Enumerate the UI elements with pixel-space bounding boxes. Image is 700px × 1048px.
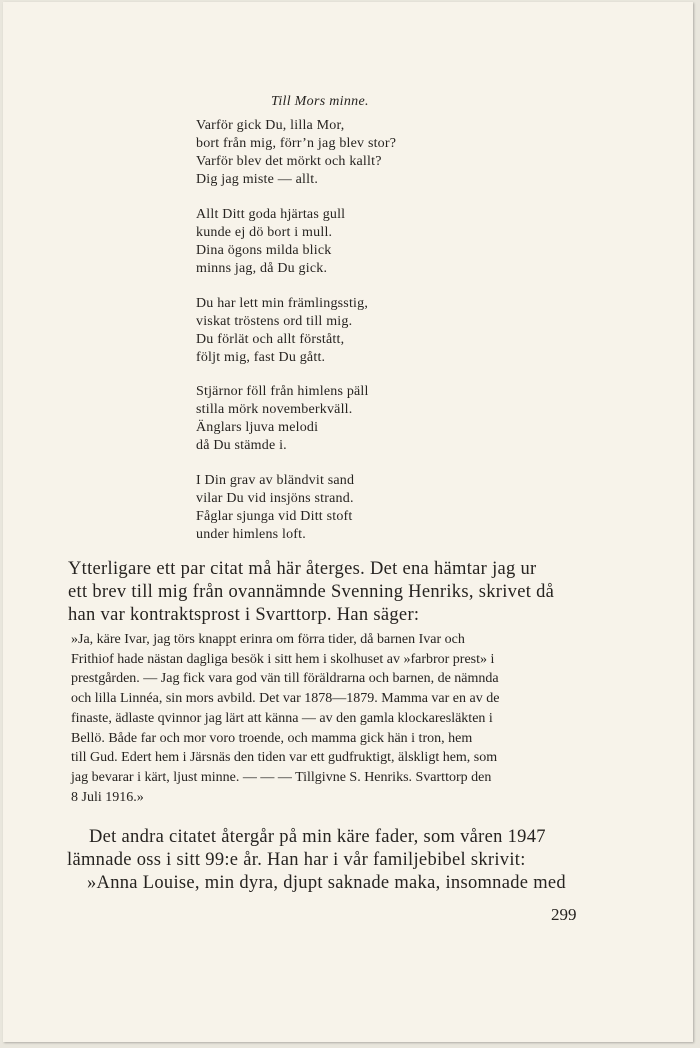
poem-line: bort från mig, förr’n jag blev stor? [196, 136, 397, 151]
poem-line: Dina ögons milda blick [196, 243, 332, 258]
body-paragraph-1 [68, 558, 554, 627]
poem-line: under himlens loft. [196, 527, 306, 542]
quote-line: till Gud. Edert hem i Järsnäs den tiden var ett gudfruktigt, älskligt hem, som [71, 750, 498, 766]
poem-stanza-2 [196, 206, 345, 278]
poem-line: Du har lett min främlingsstig, [196, 296, 369, 311]
poem-stanza-1 [196, 117, 396, 189]
text-line: Ytterligare ett par citat må här återges. Det ena hämtar jag ur [68, 559, 537, 579]
page-number: 299 [551, 905, 577, 924]
quote-line: Bellö. Både far och mor voro troende, och mamma gick hän i tron, hem [71, 730, 473, 746]
poem-line: följt mig, fast Du gått. [196, 350, 326, 365]
text-line: ett brev till mig från ovannämnde Svenning Henriks, skrivet då [68, 582, 555, 602]
quote-line: Frithiof hade nästan dagliga besök i sitt hem i skolhuset av »farbror prest» i [71, 651, 495, 667]
poem-line: stilla mörk novemberkväll. [196, 402, 353, 417]
poem-line: Fåglar sjunga vid Ditt stoft [196, 509, 353, 524]
poem-stanza-4 [196, 383, 369, 455]
poem-stanza-3 [196, 295, 368, 367]
text-line: lämnade oss i sitt 99:e år. Han har i vår familjebibel skrivit: [67, 850, 526, 870]
poem-line: I Din grav av bländvit sand [196, 473, 355, 488]
poem-line: Änglars ljuva melodi [196, 420, 319, 435]
poem-title: Till Mors minne. [271, 94, 369, 109]
poem-line: Varför blev det mörkt och kallt? [196, 154, 382, 169]
quote-line: 8 Juli 1916.» [71, 789, 144, 805]
letter-quote [71, 630, 591, 807]
poem-line: vilar Du vid insjöns strand. [196, 491, 354, 506]
poem-line: Dig jag miste — allt. [196, 172, 319, 187]
quote-line: »Ja, käre Ivar, jag törs knappt erinra om förra tider, då barnen Ivar och [71, 632, 465, 647]
text-line: »Anna Louise, min dyra, djupt saknade maka, insomnade med [87, 873, 566, 893]
book-page [3, 2, 693, 1042]
poem-line: då Du stämde i. [196, 438, 287, 453]
body-paragraph-2 [67, 826, 566, 895]
quote-line: prestgården. — Jag fick vara god vän till föräldrarna och barnen, de nämnda [71, 671, 499, 687]
poem-line: Allt Ditt goda hjärtas gull [196, 207, 346, 222]
poem-line: kunde ej dö bort i mull. [196, 225, 333, 240]
text-line: Det andra citatet återgår på min käre fader, som våren 1947 [89, 827, 546, 847]
quote-line: och lilla Linnéa, sin mors avbild. Det var 1878—1879. Mamma var en av de [71, 691, 500, 707]
quote-line: jag bevarar i kärt, ljust minne. — — — Tillgivne S. Henriks. Svarttorp den [71, 769, 492, 785]
poem-line: Varför gick Du, lilla Mor, [196, 118, 345, 133]
poem-line: Stjärnor föll från himlens päll [196, 384, 369, 399]
quote-line: finaste, ädlaste qvinnor jag lärt att känna — av den gamla klockaresläkten i [71, 710, 493, 726]
poem-line: Du förlät och allt förstått, [196, 332, 345, 347]
text-line: han var kontraktsprost i Svarttorp. Han säger: [68, 605, 420, 625]
poem-line: minns jag, då Du gick. [196, 261, 328, 276]
poem-line: viskat tröstens ord till mig. [196, 314, 353, 329]
poem-stanza-5 [196, 472, 354, 544]
